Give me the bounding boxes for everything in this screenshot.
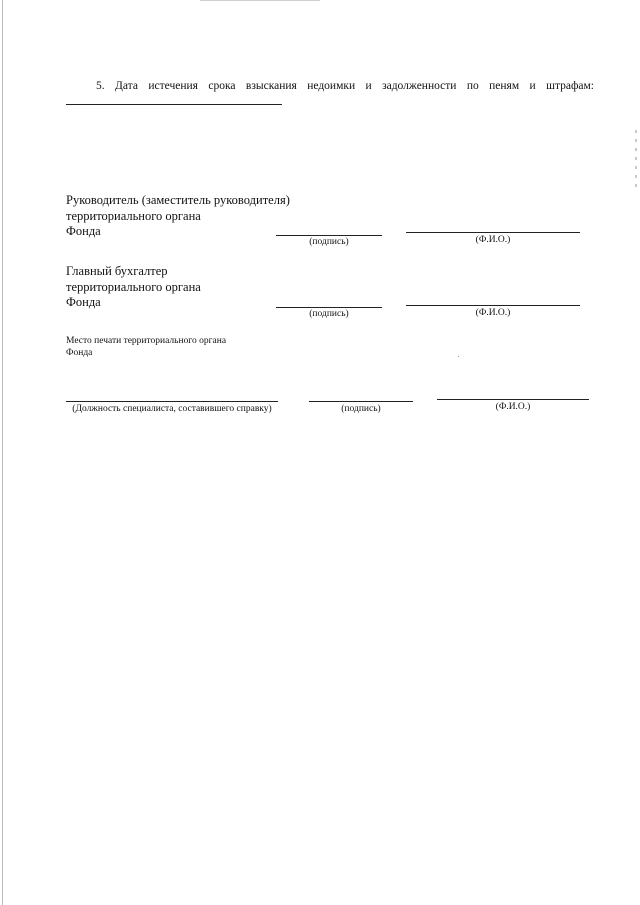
specialist-signature-line <box>309 401 413 402</box>
manager-signature-line <box>276 235 382 236</box>
scan-edge-top <box>200 0 320 1</box>
specialist-name-caption: (Ф.И.О.) <box>495 402 531 412</box>
accountant-title-line-3: Фонда <box>66 295 101 309</box>
specialist-position-caption: (Должность специалиста, составившего справку) <box>72 404 272 414</box>
scan-marks-right <box>635 130 637 190</box>
accountant-signature-line <box>276 307 382 308</box>
accountant-name-line <box>406 305 580 306</box>
scan-speck <box>458 356 459 357</box>
accountant-title-line-2: территориального органа <box>66 279 201 294</box>
item-5-answer-line <box>66 104 282 105</box>
manager-signature-caption: (подпись) <box>309 237 349 247</box>
accountant-title-line-1: Главный бухгалтер <box>66 264 168 278</box>
specialist-position-line <box>66 401 278 402</box>
seal-place-line-1: Место печати территориального органа <box>66 336 227 346</box>
seal-place-line-2: Фонда <box>66 348 93 358</box>
accountant-title <box>66 264 201 311</box>
specialist-name-line <box>437 399 589 400</box>
seal-place <box>66 335 226 359</box>
scan-edge-left <box>2 0 3 905</box>
specialist-signature-caption: (подпись) <box>341 404 381 414</box>
manager-title-line-1: Руководитель (заместитель руководителя) <box>66 193 290 207</box>
item-5-text: 5. Дата истечения срока взыскания недоимки и задолженности по пеням и штрафам: <box>96 80 594 92</box>
manager-name-line <box>406 232 580 233</box>
accountant-name-caption: (Ф.И.О.) <box>475 308 511 318</box>
manager-title-line-2: территориального органа <box>66 208 201 223</box>
manager-name-caption: (Ф.И.О.) <box>475 235 511 245</box>
accountant-signature-caption: (подпись) <box>309 309 349 319</box>
manager-title-line-3: Фонда <box>66 224 101 238</box>
manager-title <box>66 193 290 240</box>
